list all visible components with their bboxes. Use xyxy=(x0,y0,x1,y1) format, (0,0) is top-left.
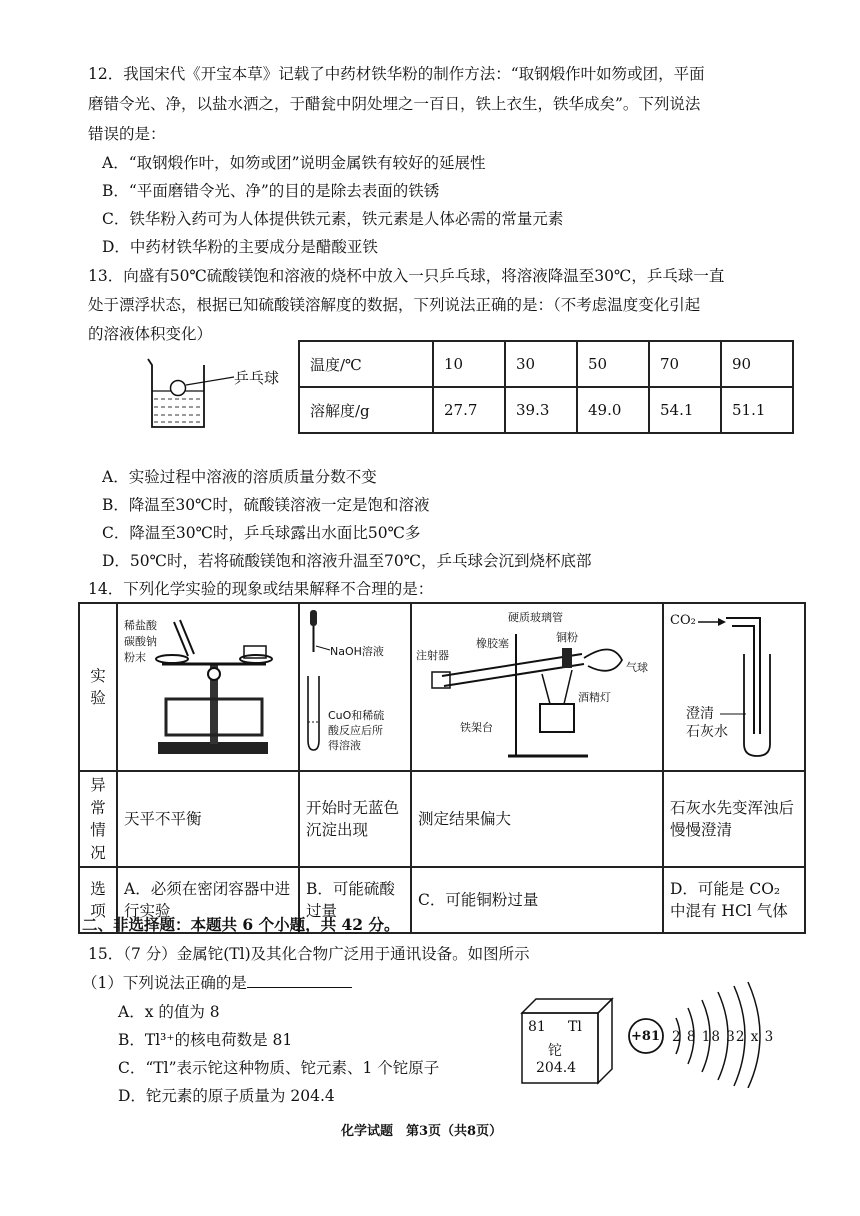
q13-stem-line3: 的溶液体积变化） xyxy=(88,325,213,343)
element-name: 铊 xyxy=(548,1043,562,1059)
q15-option-b: B．Tl³⁺的核电荷数是 81 xyxy=(118,1031,293,1049)
answer-blank[interactable] xyxy=(247,973,352,988)
label-copper: 铜粉 xyxy=(556,631,578,644)
anomaly-c: 测定结果偏大 xyxy=(411,771,663,867)
label-na2co3: 碳酸钠 xyxy=(124,635,157,648)
nucleus-charge: +81 xyxy=(631,1029,660,1044)
q15-option-a: A．x 的值为 8 xyxy=(118,1003,220,1021)
row-header-experiment: 实验 xyxy=(79,603,117,771)
q13-stem-line2: 处于漂浮状态，根据已知硫酸镁溶解度的数据，下列说法正确的是：（不考虑温度变化引起 xyxy=(88,296,701,314)
label-cuo-1: CuO和稀硫 xyxy=(328,709,385,722)
anomaly-a: 天平不平衡 xyxy=(117,771,299,867)
label-cuo-2: 酸反应后所 xyxy=(328,724,383,737)
q15-option-c: C．“Tl”表示铊这种物质、铊元素、1 个铊原子 xyxy=(118,1059,440,1077)
label-clear: 澄清 xyxy=(686,706,714,722)
choice-b: B．可能硫酸过量 xyxy=(299,867,411,933)
ping-pong-label: 乒乓球 xyxy=(234,369,280,387)
q12-option-c: C．铁华粉入药可为人体提供铁元素，铁元素是人体必需的常量元素 xyxy=(102,210,564,228)
page-footer: 化学试题 第3页（共8页） xyxy=(341,1124,503,1139)
label-powder: 粉末 xyxy=(124,651,146,664)
row-header-anomaly: 异常情况 xyxy=(79,771,117,867)
element-mass: 204.4 xyxy=(536,1060,577,1076)
label-syringe: 注射器 xyxy=(416,649,449,662)
anomaly-d: 石灰水先变浑浊后慢慢澄清 xyxy=(663,771,805,867)
q14-stem: 14．下列化学实验的现象或结果解释不合理的是： xyxy=(88,580,434,598)
label-limewater: 石灰水 xyxy=(686,724,728,740)
q15-stem: 15．（7 分）金属铊(Tl)及其化合物广泛用于通讯设备。如图所示 xyxy=(88,945,530,963)
solubility-table xyxy=(298,340,794,434)
label-co2: CO₂ xyxy=(670,613,696,628)
q13-option-c: C．降温至30℃时，乒乓球露出水面比50℃多 xyxy=(102,524,421,542)
q15-option-d: D．铊元素的原子质量为 204.4 xyxy=(118,1087,335,1105)
solubility-header: 溶解度/g xyxy=(299,387,433,433)
copper-experiment-cell xyxy=(411,603,663,771)
q12-stem-line2: 磨错令光、净，以盐水洒之，于醋瓮中阴处埋之一百日，铁上衣生，铁华成矣”。下列说法 xyxy=(88,95,701,113)
solubility-cell: 27.7 xyxy=(433,387,505,433)
temp-cell: 10 xyxy=(433,341,505,387)
co2-experiment-cell xyxy=(663,603,805,771)
solubility-cell: 51.1 xyxy=(721,387,793,433)
temperature-header: 温度/℃ xyxy=(299,341,433,387)
temp-cell: 70 xyxy=(649,341,721,387)
label-lamp: 酒精灯 xyxy=(578,691,611,704)
q12-option-b: B．“平面磨错令光、净”的目的是除去表面的铁锈 xyxy=(102,182,440,200)
q13-option-d: D．50℃时，若将硫酸镁饱和溶液升温至70℃，乒乓球会沉到烧杯底部 xyxy=(102,552,592,570)
label-glass-tube: 硬质玻璃管 xyxy=(508,611,563,624)
q15-sub1-text: （1）下列说法正确的是 xyxy=(82,974,247,992)
section-two-heading: 二、非选择题：本题共 6 个小题，共 42 分。 xyxy=(82,915,400,934)
temp-cell: 30 xyxy=(505,341,577,387)
balance-experiment-cell xyxy=(117,603,299,771)
experiment-table xyxy=(78,602,806,934)
q13-stem-line1: 13．向盛有50℃硫酸镁饱和溶液的烧杯中放入一只乒乓球，将溶液降温至30℃，乒乓球一直 xyxy=(88,267,725,285)
choice-a: A．必须在密闭容器中进行实验 xyxy=(117,867,299,933)
solubility-cell: 54.1 xyxy=(649,387,721,433)
solubility-cell: 39.3 xyxy=(505,387,577,433)
choice-c: C．可能铜粉过量 xyxy=(411,867,663,933)
q12-option-a: A．“取钢煅作叶，如笏或团”说明金属铁有较好的延展性 xyxy=(102,154,486,172)
naoh-experiment-cell xyxy=(299,603,411,771)
q12-stem-line3: 错误的是： xyxy=(88,125,166,143)
choice-d: D．可能是 CO₂ 中混有 HCl 气体 xyxy=(663,867,805,933)
temp-cell: 50 xyxy=(577,341,649,387)
label-balloon: 气球 xyxy=(626,661,648,674)
solubility-cell: 49.0 xyxy=(577,387,649,433)
q13-option-a: A．实验过程中溶液的溶质质量分数不变 xyxy=(102,468,377,486)
q12-stem-line1: 12．我国宋代《开宝本草》记载了中药材铁华粉的制作方法：“取钢煅作叶如笏或团，平面 xyxy=(88,65,705,83)
anomaly-b: 开始时无蓝色沉淀出现 xyxy=(299,771,411,867)
label-naoh: NaOH溶液 xyxy=(330,645,384,658)
q15-sub1 xyxy=(82,971,352,993)
element-number: 81 xyxy=(528,1019,546,1035)
q13-option-b: B．降温至30℃时，硫酸镁溶液一定是饱和溶液 xyxy=(102,496,430,514)
electron-shells: 2 8 18 32 x 3 xyxy=(672,1029,775,1045)
ping-pong-ball xyxy=(171,381,186,396)
q12-option-d: D．中药材铁华粉的主要成分是醋酸亚铁 xyxy=(102,238,378,256)
label-stand: 铁架台 xyxy=(460,721,493,734)
temp-cell: 90 xyxy=(721,341,793,387)
label-stopper: 橡胶塞 xyxy=(476,637,509,650)
copper-heating-diagram xyxy=(412,604,662,764)
label-cuo-3: 得溶液 xyxy=(328,739,361,752)
label-hcl: 稀盐酸 xyxy=(124,619,157,632)
element-symbol: Tl xyxy=(568,1019,582,1035)
row-header-choice: 选项 xyxy=(79,867,117,933)
